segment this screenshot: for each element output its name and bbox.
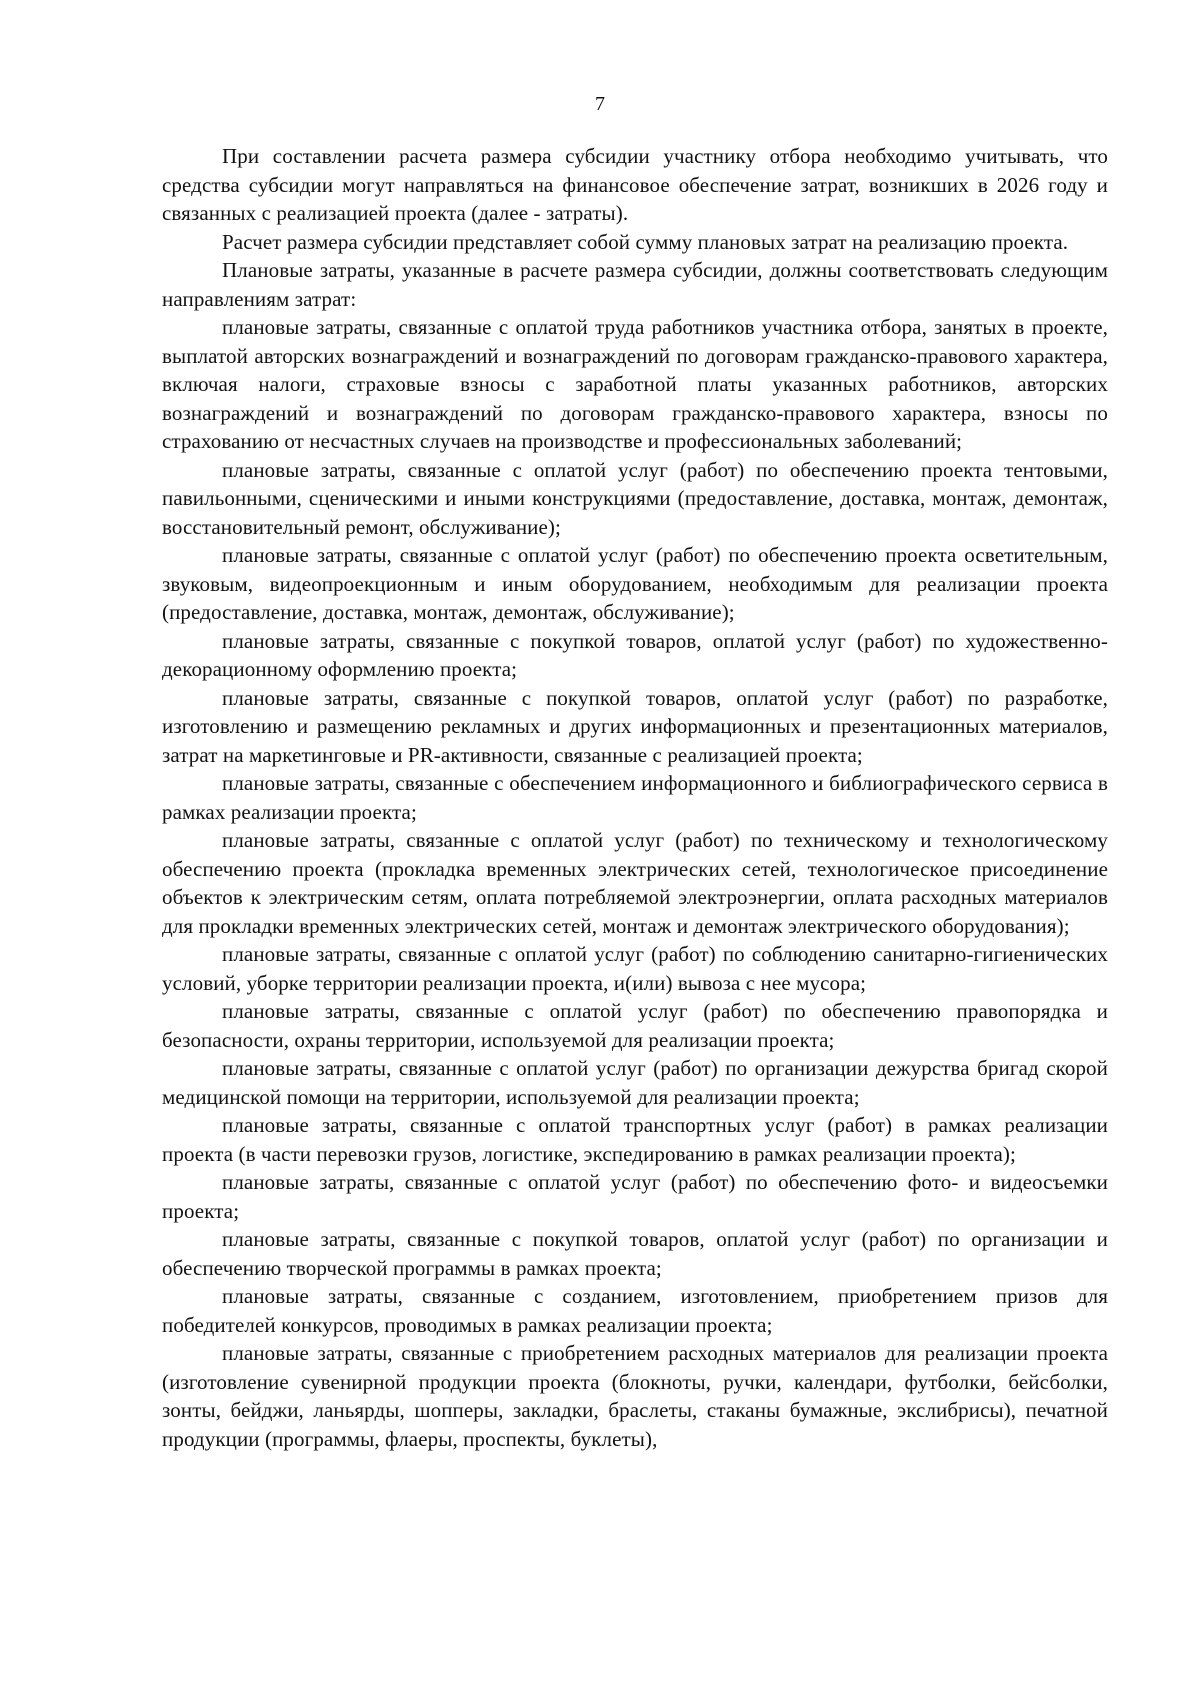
list-item-labor-costs: плановые затраты, связанные с оплатой труда работников участника отбора, занятых в проекте, выплатой авторских вознаграждений и вознаграждений по договорам гражданско-правового характера, включая налоги, страховые взносы с заработной платы указанных работников, авторских вознаграждений и вознаграждений по договорам гражданско-правового характера, взносы по страхованию от несчастных случаев на производстве и профессиональных заболеваний; (162, 315, 1108, 453)
document-body (162, 142, 1108, 1453)
list-item-security: плановые затраты, связанные с оплатой услуг (работ) по обеспечению правопорядка и безопасности, охраны территории, используемой для реализации проекта; (162, 999, 1108, 1052)
list-item-prizes: плановые затраты, связанные с созданием, изготовлением, приобретением призов для победителей конкурсов, проводимых в рамках реализации проекта; (162, 1284, 1108, 1337)
list-item-transport: плановые затраты, связанные с оплатой транспортных услуг (работ) в рамках реализации проекта (в части перевозки грузов, логистике, экспедированию в рамках реализации проекта); (162, 1113, 1108, 1166)
list-item-advertising: плановые затраты, связанные с покупкой товаров, оплатой услуг (работ) по разработке, изготовлению и размещению рекламных и других информационных и презентационных материалов, затрат на маркетинговые и PR-активности, связанные с реализацией проекта; (162, 685, 1108, 767)
list-item-information-service: плановые затраты, связанные с обеспечением информационного и библиографического сервиса в рамках реализации проекта; (162, 771, 1108, 824)
list-item-constructions: плановые затраты, связанные с оплатой услуг (работ) по обеспечению проекта тентовыми, павильонными, сценическими и иными конструкциями (предоставление, доставка, монтаж, демонтаж, восстановительный ремонт, обслуживание); (162, 457, 1108, 539)
list-item-creative-program: плановые затраты, связанные с покупкой товаров, оплатой услуг (работ) по организации и обеспечению творческой программы в рамках проекта; (162, 1227, 1108, 1280)
paragraph-directions-intro: Плановые затраты, указанные в расчете размера субсидии, должны соответствовать следующим направлениям затрат: (162, 258, 1108, 311)
paragraph-intro: При составлении расчета размера субсидии участнику отбора необходимо учитывать, что средства субсидии могут направляться на финансовое обеспечение затрат, возникших в 2026 году и связанных с реализацией проекта (далее - затраты). (162, 144, 1108, 225)
list-item-consumables: плановые затраты, связанные с приобретением расходных материалов для реализации проекта (изготовление сувенирной продукции проекта (блокноты, ручки, календари, футболки, бейсболки, зонты, бейджи, ланьярды, шопперы, закладки, браслеты, стаканы бумажные, экслибрисы), печатной продукции (программы, флаеры, проспекты, буклеты), (162, 1341, 1108, 1451)
list-item-photo-video: плановые затраты, связанные с оплатой услуг (работ) по обеспечению фото- и видеосъемки проекта; (162, 1170, 1108, 1223)
list-item-medical: плановые затраты, связанные с оплатой услуг (работ) по организации дежурства бригад скорой медицинской помощи на территории, используемой для реализации проекта; (162, 1056, 1108, 1109)
page-number: 7 (595, 93, 605, 115)
list-item-equipment: плановые затраты, связанные с оплатой услуг (работ) по обеспечению проекта осветительным, звуковым, видеопроекционным и иным оборудованием, необходимым для реализации проекта (предоставление, доставка, монтаж, демонтаж, обслуживание); (162, 543, 1108, 624)
list-item-sanitation: плановые затраты, связанные с оплатой услуг (работ) по соблюдению санитарно-гигиенических условий, уборке территории реализации проекта, и(или) вывоза с нее мусора; (162, 942, 1108, 995)
list-item-technical-support: плановые затраты, связанные с оплатой услуг (работ) по техническому и технологическому обеспечению проекта (прокладка временных электрических сетей, технологическое присоединение объектов к электрическим сетям, оплата потребляемой электроэнергии, оплата расходных материалов для прокладки временных электрических сетей, монтаж и демонтаж электрического оборудования); (162, 828, 1108, 938)
paragraph-calculation: Расчет размера субсидии представляет собой сумму плановых затрат на реализацию проекта. (222, 229, 1069, 254)
list-item-decoration: плановые затраты, связанные с покупкой товаров, оплатой услуг (работ) по художественно-декорационному оформлению проекта; (162, 628, 1108, 681)
